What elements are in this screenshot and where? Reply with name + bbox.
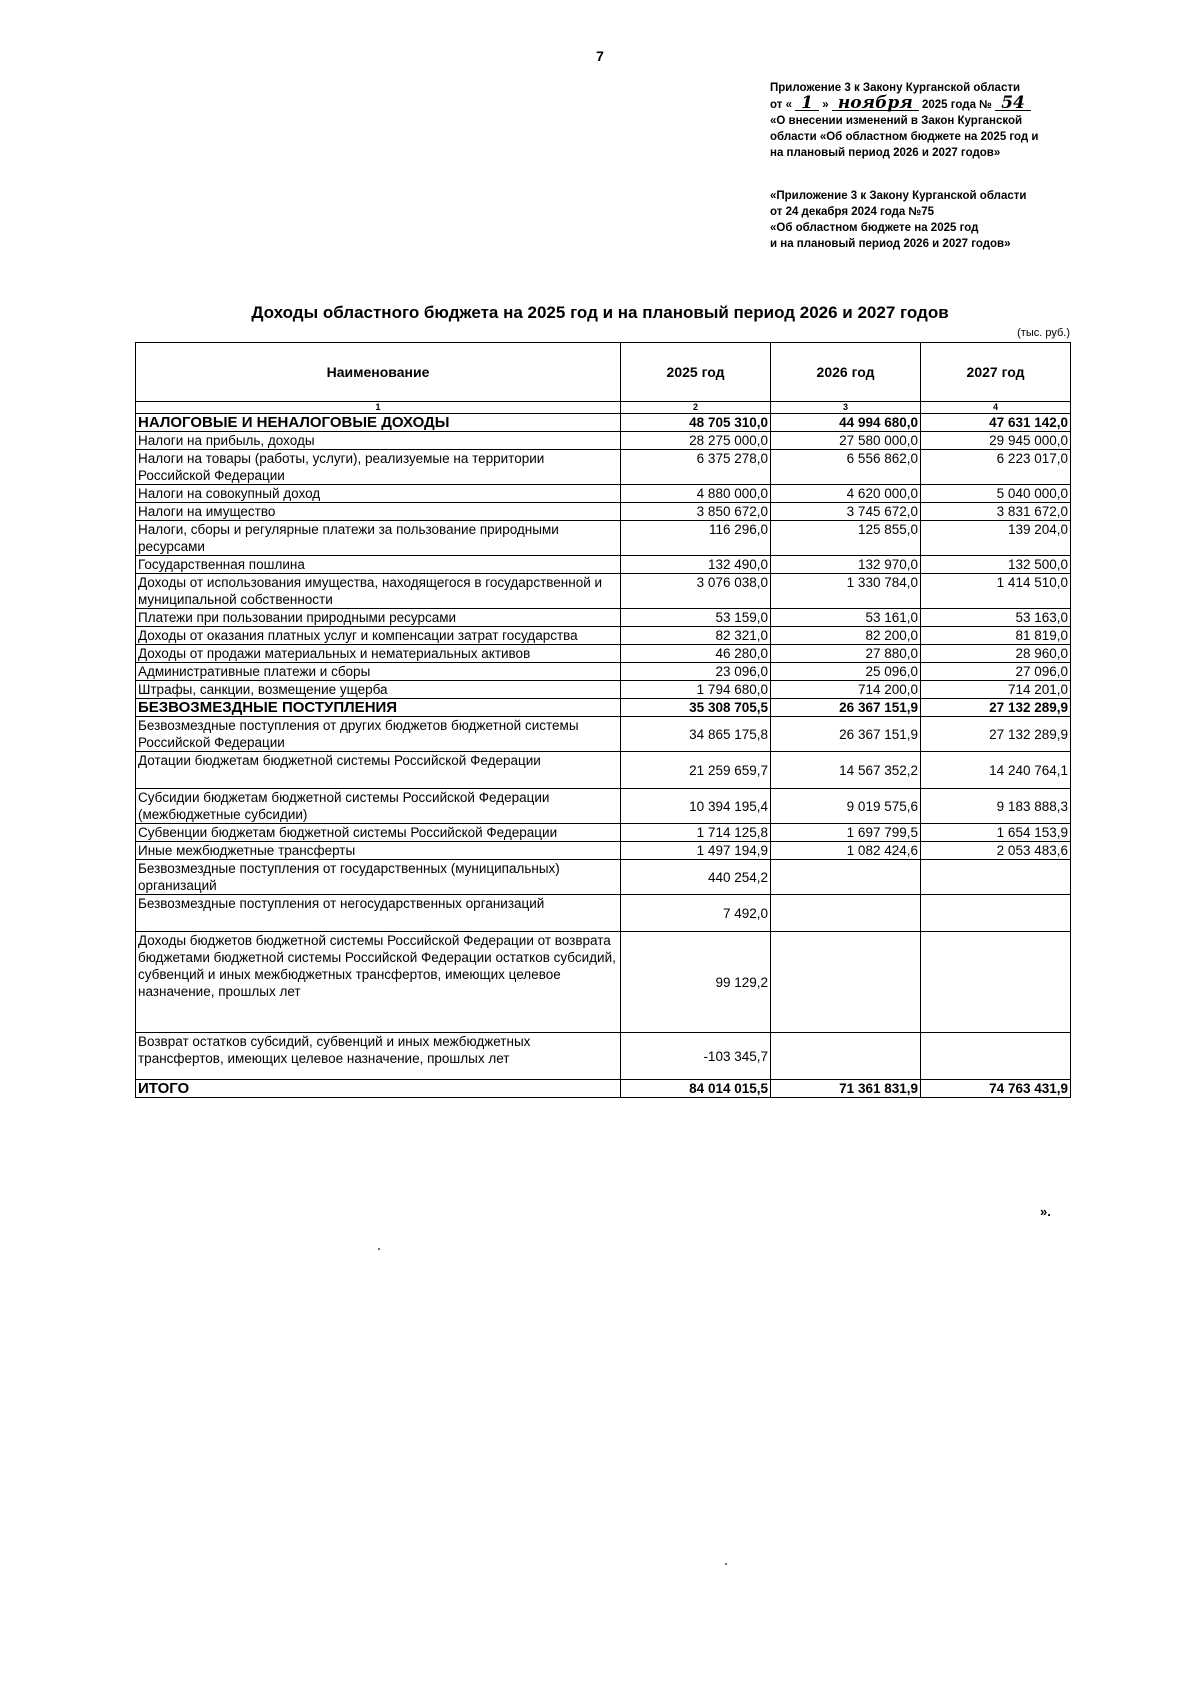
row-value-2025: 23 096,0 [621,663,771,681]
row-value-2026: 26 367 151,9 [771,717,921,752]
row-value-2025: 84 014 015,5 [621,1080,771,1098]
column-number: 3 [771,402,921,414]
row-name: НАЛОГОВЫЕ И НЕНАЛОГОВЫЕ ДОХОДЫ [136,414,621,432]
row-value-2027: 714 201,0 [921,681,1071,699]
table-row [136,681,1071,699]
row-value-2025: 1 714 125,8 [621,824,771,842]
row-value-2026: 1 330 784,0 [771,574,921,609]
row-value-2026: 14 567 352,2 [771,752,921,789]
appendix-line: «Приложение 3 к Закону Курганской области [770,190,1027,202]
table-row [136,609,1071,627]
row-value-2025: 6 375 278,0 [621,450,771,485]
row-value-2026: 44 994 680,0 [771,414,921,432]
row-name: Безвозмездные поступления от государственных (муниципальных) организаций [136,860,621,895]
table-row [136,574,1071,609]
original-appendix-note [770,188,1060,252]
row-name: ИТОГО [136,1080,621,1098]
appendix-line: «О внесении изменений в Закон Курганской [770,115,1023,127]
scan-speck [378,1248,380,1250]
row-value-2027: 139 204,0 [921,521,1071,556]
appendix-line: и на плановый период 2026 и 2027 годов» [770,238,1011,250]
row-value-2027: 27 132 289,9 [921,699,1071,717]
header-name: Наименование [136,343,621,402]
row-value-2027: 14 240 764,1 [921,752,1071,789]
row-name: Налоги на прибыль, доходы [136,432,621,450]
row-value-2026: 1 082 424,6 [771,842,921,860]
row-value-2025: 21 259 659,7 [621,752,771,789]
table-row [136,432,1071,450]
row-name: Доходы бюджетов бюджетной системы Российской Федерации от возврата бюджетами бюджетной системы Российской Федерации остатков субсидий, субвенций и иных межбюджетных трансфертов, имеющих целевое назначение, прошлых лет [136,932,621,1033]
row-name: Штрафы, санкции, возмещение ущерба [136,681,621,699]
column-number: 2 [621,402,771,414]
row-value-2026: 25 096,0 [771,663,921,681]
table-row [136,645,1071,663]
appendix-line: от 24 декабря 2024 года №75 [770,206,935,218]
table-row [136,1080,1071,1098]
row-value-2025: 53 159,0 [621,609,771,627]
row-name: Административные платежи и сборы [136,663,621,681]
row-name: Иные межбюджетные трансферты [136,842,621,860]
row-value-2027: 27 132 289,9 [921,717,1071,752]
row-value-2027: 29 945 000,0 [921,432,1071,450]
table-row [136,663,1071,681]
row-value-2027: 2 053 483,6 [921,842,1071,860]
document-title: Доходы областного бюджета на 2025 год и на плановый период 2026 и 2027 годов [251,303,949,322]
row-value-2027: 1 414 510,0 [921,574,1071,609]
column-number: 1 [136,402,621,414]
appendix-line: «Об областном бюджете на 2025 год [770,222,979,234]
table-row [136,1033,1071,1080]
table-row [136,503,1071,521]
amendment-appendix-note [770,80,1060,161]
column-number: 4 [921,402,1071,414]
row-value-2025: 4 880 000,0 [621,485,771,503]
table-row [136,752,1071,789]
table-row [136,717,1071,752]
row-name: Налоги, сборы и регулярные платежи за пользование природными ресурсами [136,521,621,556]
row-value-2026: 132 970,0 [771,556,921,574]
row-value-2025: 34 865 175,8 [621,717,771,752]
row-name: Государственная пошлина [136,556,621,574]
row-value-2027: 47 631 142,0 [921,414,1071,432]
table-row [136,414,1071,432]
row-value-2026: 71 361 831,9 [771,1080,921,1098]
table-row [136,932,1071,1033]
table-row [136,842,1071,860]
row-value-2027: 5 040 000,0 [921,485,1071,503]
row-value-2025: 440 254,2 [621,860,771,895]
table-row [136,556,1071,574]
row-value-2025: 3 850 672,0 [621,503,771,521]
row-value-2026 [771,1033,921,1080]
row-value-2026 [771,860,921,895]
row-value-2026 [771,932,921,1033]
row-value-2027: 1 654 153,9 [921,824,1071,842]
row-name: Доходы от использования имущества, находящегося в государственной и муниципальной собственности [136,574,621,609]
row-name: Дотации бюджетам бюджетной системы Российской Федерации [136,752,621,789]
row-name: Налоги на товары (работы, услуги), реализуемые на территории Российской Федерации [136,450,621,485]
row-value-2025: 48 705 310,0 [621,414,771,432]
table-row [136,860,1071,895]
row-value-2027: 28 960,0 [921,645,1071,663]
row-value-2026: 27 580 000,0 [771,432,921,450]
row-name: Субсидии бюджетам бюджетной системы Российской Федерации (межбюджетные субсидии) [136,789,621,824]
row-name: Безвозмездные поступления от негосударственных организаций [136,895,621,932]
table-row [136,824,1071,842]
table-row [136,485,1071,503]
scan-speck [725,1563,727,1565]
row-name: Налоги на имущество [136,503,621,521]
table-row [136,450,1071,485]
row-value-2025: 132 490,0 [621,556,771,574]
row-value-2026: 6 556 862,0 [771,450,921,485]
appendix-line: области «Об областном бюджете на 2025 год и [770,131,1039,143]
row-name: Субвенции бюджетам бюджетной системы Российской Федерации [136,824,621,842]
header-2026: 2026 год [771,343,921,402]
row-value-2025: 35 308 705,5 [621,699,771,717]
units-note: (тыс. руб.) [1017,327,1070,339]
row-value-2027: 132 500,0 [921,556,1071,574]
row-value-2027: 53 163,0 [921,609,1071,627]
row-value-2027 [921,860,1071,895]
row-value-2025: 1 794 680,0 [621,681,771,699]
row-value-2025: 1 497 194,9 [621,842,771,860]
row-value-2025: 116 296,0 [621,521,771,556]
table-row [136,627,1071,645]
handwritten-law-number: 54 [995,96,1031,111]
row-value-2026 [771,895,921,932]
page-number: 7 [596,48,604,64]
row-name: Платежи при пользовании природными ресурсами [136,609,621,627]
row-value-2027 [921,1033,1071,1080]
row-name: Доходы от оказания платных услуг и компенсации затрат государства [136,627,621,645]
row-value-2025: 46 280,0 [621,645,771,663]
closing-quote: ». [1040,1204,1051,1219]
handwritten-month: ноября [832,96,919,111]
revenue-table [135,342,1071,1098]
row-value-2025: 10 394 195,4 [621,789,771,824]
row-name: Безвозмездные поступления от других бюджетов бюджетной системы Российской Федерации [136,717,621,752]
row-value-2027 [921,895,1071,932]
table-row [136,789,1071,824]
row-name: Налоги на совокупный доход [136,485,621,503]
row-value-2027: 3 831 672,0 [921,503,1071,521]
appendix-line: на плановый период 2026 и 2027 годов» [770,147,1001,159]
header-2027: 2027 год [921,343,1071,402]
appendix-line: Приложение 3 к Закону Курганской области [770,82,1021,94]
row-value-2026: 82 200,0 [771,627,921,645]
row-value-2027: 9 183 888,3 [921,789,1071,824]
row-value-2026: 53 161,0 [771,609,921,627]
row-value-2026: 1 697 799,5 [771,824,921,842]
row-value-2027: 81 819,0 [921,627,1071,645]
row-value-2025: 7 492,0 [621,895,771,932]
row-value-2025: 3 076 038,0 [621,574,771,609]
row-name: БЕЗВОЗМЕЗДНЫЕ ПОСТУПЛЕНИЯ [136,699,621,717]
row-name: Доходы от продажи материальных и нематериальных активов [136,645,621,663]
appendix-date-line: от « 1 » ноября 2025 года № 54 [770,96,1060,113]
row-value-2027 [921,932,1071,1033]
table-row [136,895,1071,932]
row-value-2026: 714 200,0 [771,681,921,699]
row-value-2026: 4 620 000,0 [771,485,921,503]
table-row [136,699,1071,717]
row-name: Возврат остатков субсидий, субвенций и иных межбюджетных трансфертов, имеющих целевое назначение, прошлых лет [136,1033,621,1080]
row-value-2025: 99 129,2 [621,932,771,1033]
row-value-2027: 74 763 431,9 [921,1080,1071,1098]
row-value-2026: 27 880,0 [771,645,921,663]
row-value-2027: 6 223 017,0 [921,450,1071,485]
table-body [136,414,1071,1098]
row-value-2025: 82 321,0 [621,627,771,645]
header-2025: 2025 год [621,343,771,402]
row-value-2026: 9 019 575,6 [771,789,921,824]
row-value-2025: -103 345,7 [621,1033,771,1080]
row-value-2026: 3 745 672,0 [771,503,921,521]
row-value-2025: 28 275 000,0 [621,432,771,450]
row-value-2027: 27 096,0 [921,663,1071,681]
table-row [136,521,1071,556]
row-value-2026: 26 367 151,9 [771,699,921,717]
handwritten-day: 1 [795,96,819,111]
row-value-2026: 125 855,0 [771,521,921,556]
